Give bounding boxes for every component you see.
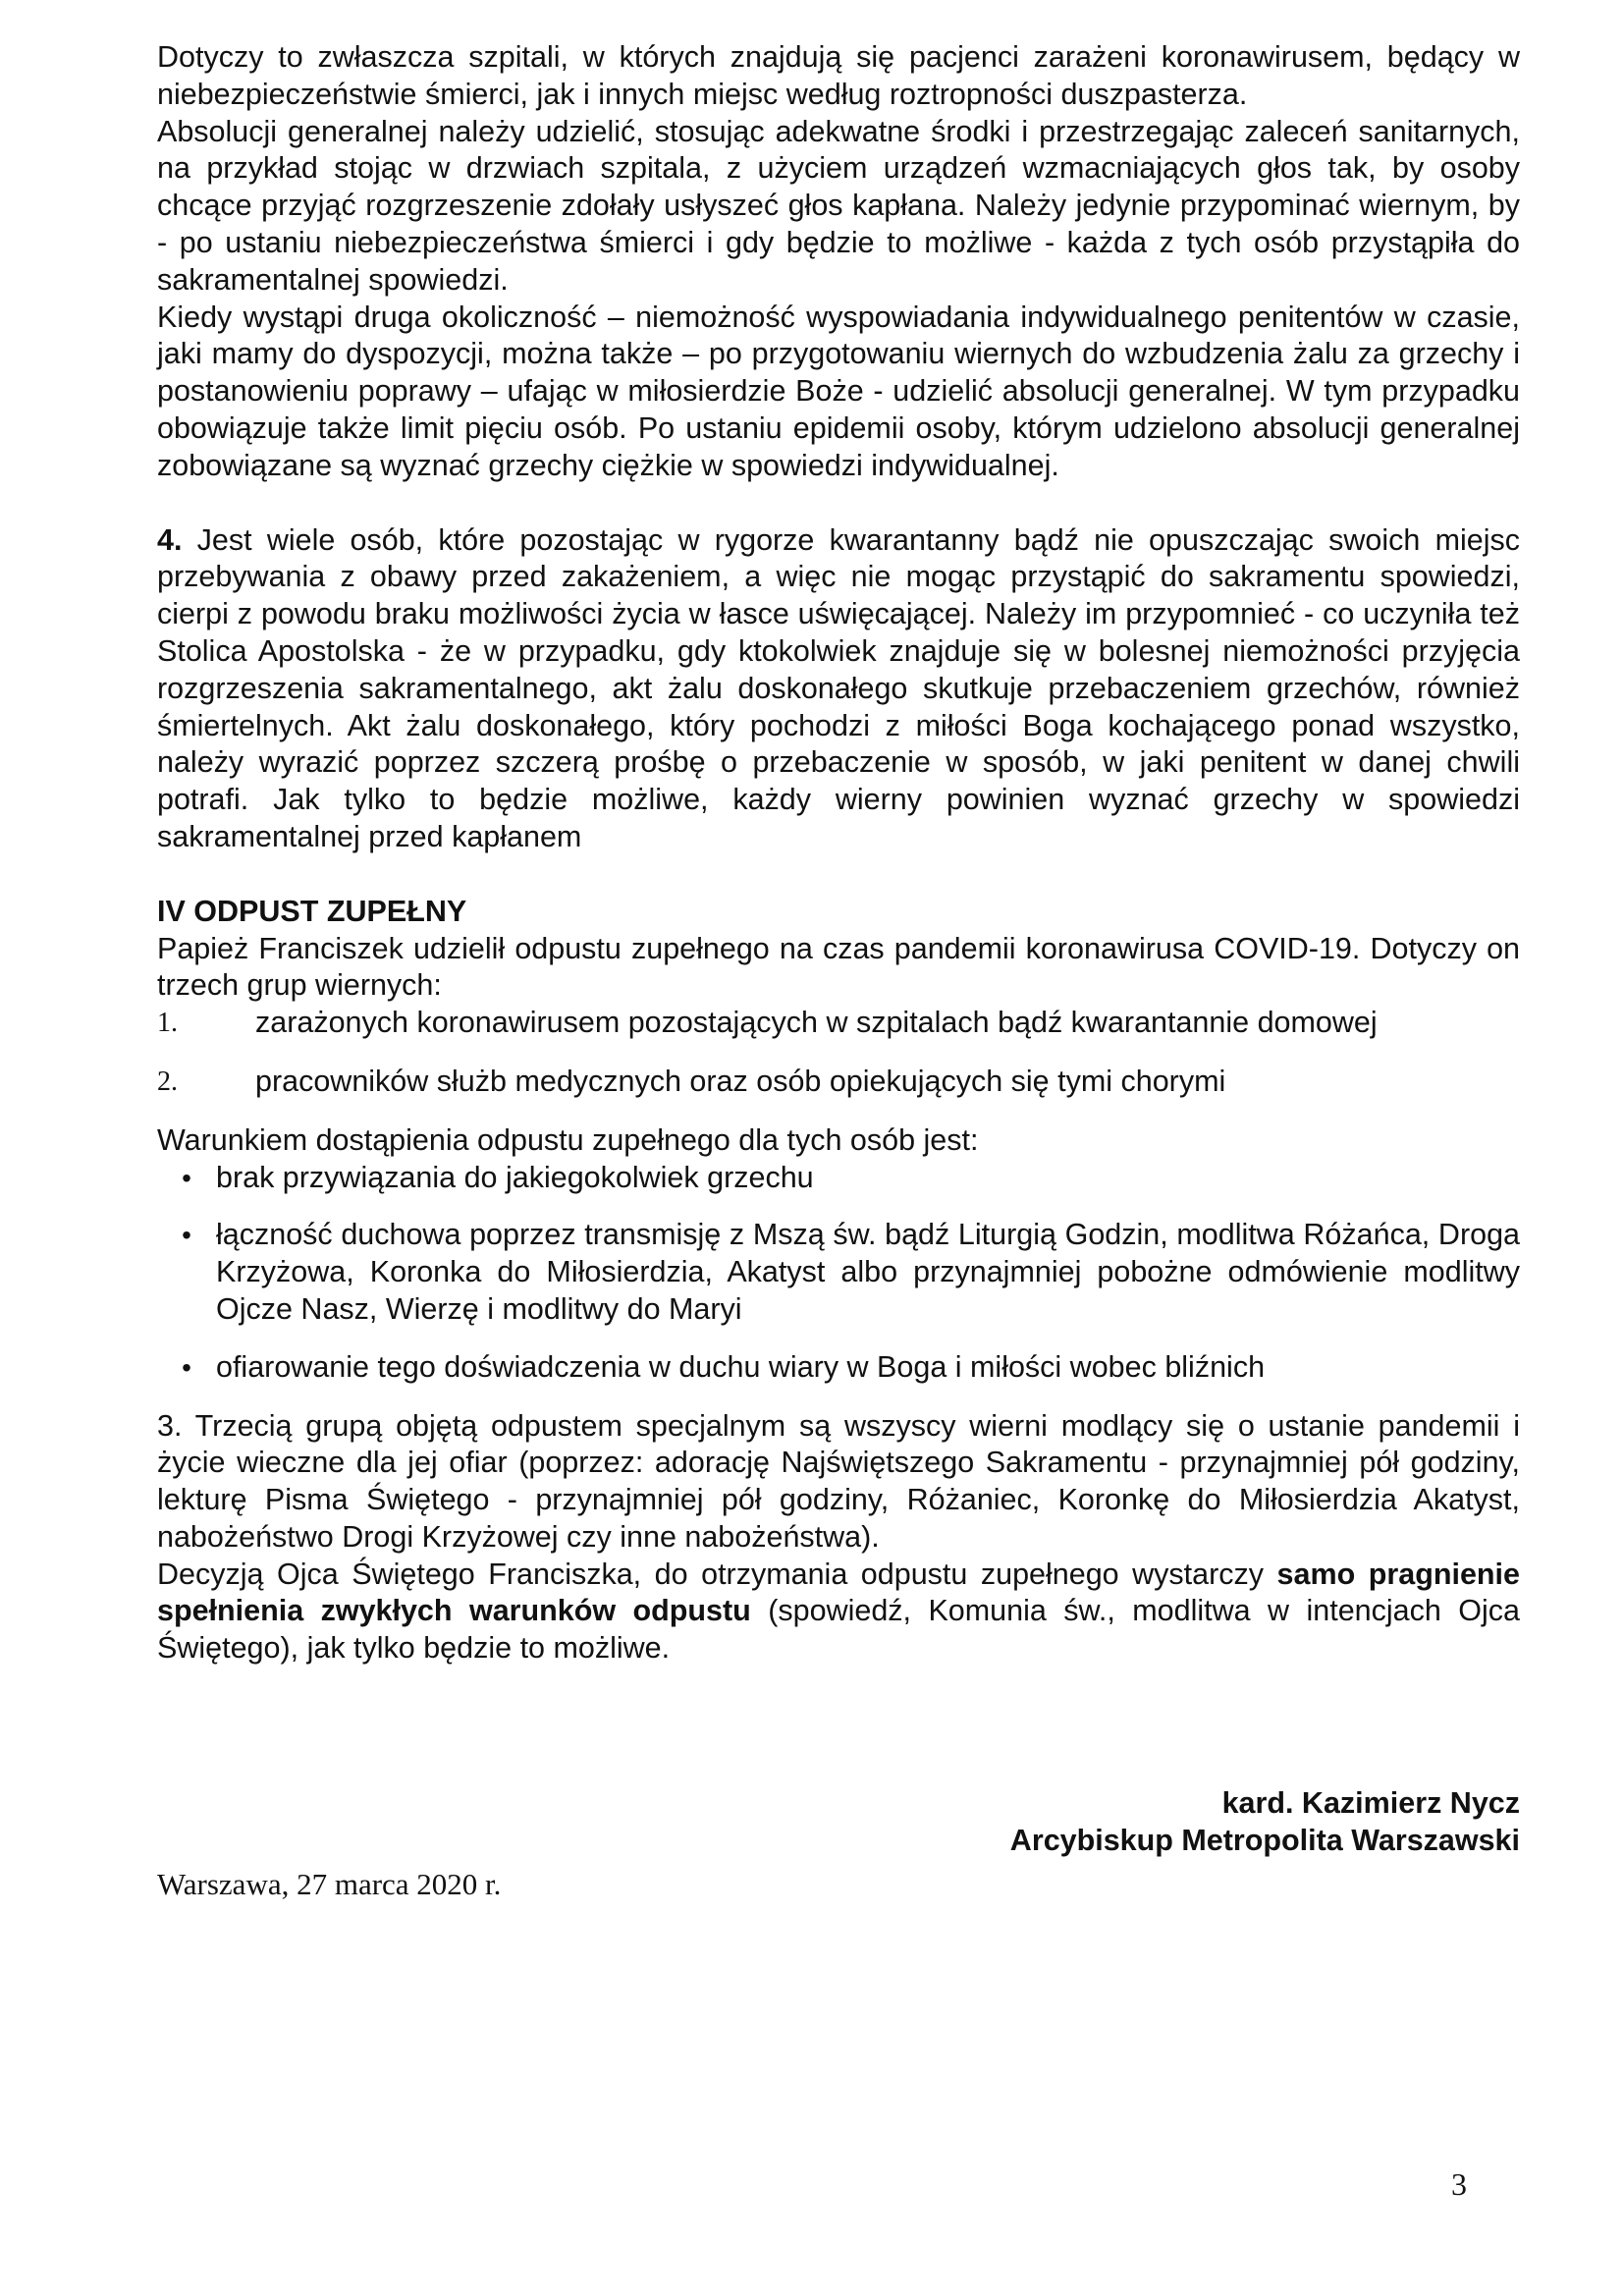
list-item — [157, 1349, 1520, 1387]
point-4-number: 4. — [157, 522, 183, 557]
numbered-marker: 2. — [157, 1066, 178, 1097]
bullet-icon: • — [182, 1351, 191, 1383]
list-item-text: łączność duchowa poprzez transmisję z Mszą św. bądź Liturgią Godzin, modlitwa Różańca, Droga Krzyżowa, Koronka do Miłosierdzia, Akatyst albo przynajmniej pobożne odmówienie modlitwy Ojcze Nasz, Wierzę i modlitwy do Maryi — [216, 1218, 1520, 1326]
place-date: Warszawa, 27 marca 2020 r. — [157, 1866, 502, 1901]
paragraph-4 — [157, 522, 1520, 856]
spacer — [157, 485, 1520, 522]
numbered-text: pracowników służb medycznych oraz osób opiekujących się tymi chorymi — [255, 1064, 1226, 1098]
decision-bold: samo pragnienie spełnienia zwykłych warunków odpustu — [157, 1557, 1520, 1628]
bullet-icon: • — [182, 1220, 191, 1251]
spacer — [157, 856, 1520, 894]
point-3-paragraph: 3. Trzecią grupą objętą odpustem specjalnym są wszyscy wierni modlący się o ustanie pandemii i życie wieczne dla jej ofiar (poprzez: adorację Najświętszego Sakramentu - przynajmniej pół godziny, lekturę Pisma Świętego - przynajmniej pół godziny, Różaniec, Koronkę do Miłosierdzia Akatyst, nabożeństwo Drogi Krzyżowej czy inne nabożeństwa). — [157, 1408, 1520, 1554]
numbered-item — [157, 1005, 1520, 1042]
list-item — [157, 1160, 1520, 1197]
section-heading: IV ODPUST ZUPEŁNY — [157, 894, 467, 928]
decision-start: Decyzją Ojca Świętego Franciszka, do otrzymania odpustu zupełnego wystarczy — [157, 1557, 1277, 1591]
signature-name: kard. Kazimierz Nycz — [1221, 1786, 1520, 1821]
list-item-text: brak przywiązania do jakiegokolwiek grzechu — [216, 1160, 814, 1194]
bullet-icon: • — [182, 1162, 191, 1193]
page-number: 3 — [1451, 2166, 1467, 2202]
spacer — [157, 1667, 1520, 1785]
signature-title: Arcybiskup Metropolita Warszawski — [1009, 1823, 1520, 1857]
point-4-text: Jest wiele osób, które pozostając w rygorze kwarantanny bądź nie opuszczając swoich miejsc przebywania z obawy przed zakażeniem, a więc nie mogąc przystąpić do sakramentu spowiedzi, cierpi z powodu braku możliwości życia w łasce uświęcającej. Należy im przypomnieć - co uczyniła też Stolica Apostolska - że w przypadku, gdy ktokolwiek znajduje się w bolesnej niemożności przyjęcia rozgrzeszenia sakramentalnego, akt żalu doskonałego skutkuje przebaczeniem grzechów, również śmiertelnych. Akt żalu doskonałego, który pochodzi z miłości Boga kochającego ponad wszystko, należy wyrazić poprzez szczerą prośbę o przebaczenie w sposób, w jaki penitent w danej chwili potrafi. Jak tylko to będzie możliwe, każdy wierny powinien wyznać grzechy w spowiedzi sakramentalnej przed kapłanem — [157, 522, 1520, 853]
conditions-intro: Warunkiem dostąpienia odpustu zupełnego dla tych osób jest: — [157, 1122, 979, 1157]
paragraph-2: Absolucji generalnej należy udzielić, stosując adekwatne środki i przestrzegając zaleceń sanitarnych, na przykład stojąc w drzwiach szpitala, z użyciem urządzeń wzmacniających głos tak, by osoby chcące przyjąć rozgrzeszenie zdołały usłyszeć głos kapłana. Należy jedynie przypominać wiernym, by - po ustaniu niebezpieczeństwa śmierci i gdy będzie to możliwe - każda z tych osób przystąpiła do sakramentalnej spowiedzi. — [157, 114, 1520, 297]
decision-end: (spowiedź, Komunia św., modlitwa w intencjach Ojca Świętego), jak tylko będzie to możliwe. — [157, 1594, 1520, 1666]
conditions-list — [157, 1160, 1520, 1387]
decision-paragraph — [157, 1557, 1520, 1667]
section-intro: Papież Franciszek udzielił odpustu zupełnego na czas pandemii koronawirusa COVID-19. Dotyczy on trzech grup wiernych: — [157, 931, 1520, 1003]
numbered-text: zarażonych koronawirusem pozostających w szpitalach bądź kwarantannie domowej — [255, 1006, 1378, 1040]
paragraph-3: Kiedy wystąpi druga okoliczność – niemożność wyspowiadania indywidualnego penitentów w czasie, jaki mamy do dyspozycji, można także – po przygotowaniu wiernych do wzbudzenia żalu za grzechy i postanowieniu poprawy – ufając w miłosierdzie Boże - udzielić absolucji generalnej. W tym przypadku obowiązuje także limit pięciu osób. Po ustaniu epidemii osoby, którym udzielono absolucji generalnej zobowiązane są wyznać grzechy ciężkie w spowiedzi indywidualnej. — [157, 300, 1520, 482]
list-item — [157, 1217, 1520, 1328]
list-item-text: ofiarowanie tego doświadczenia w duchu wiary w Boga i miłości wobec bliźnich — [216, 1349, 1266, 1384]
numbered-marker: 1. — [157, 1008, 178, 1039]
document-page — [157, 39, 1520, 1902]
numbered-item — [157, 1064, 1520, 1101]
paragraph-1: Dotyczy to zwłaszcza szpitali, w których znajdują się pacjenci zarażeni koronawirusem, będący w niebezpieczeństwie śmierci, jak i innych miejsc według roztropności duszpasterza. — [157, 40, 1520, 111]
